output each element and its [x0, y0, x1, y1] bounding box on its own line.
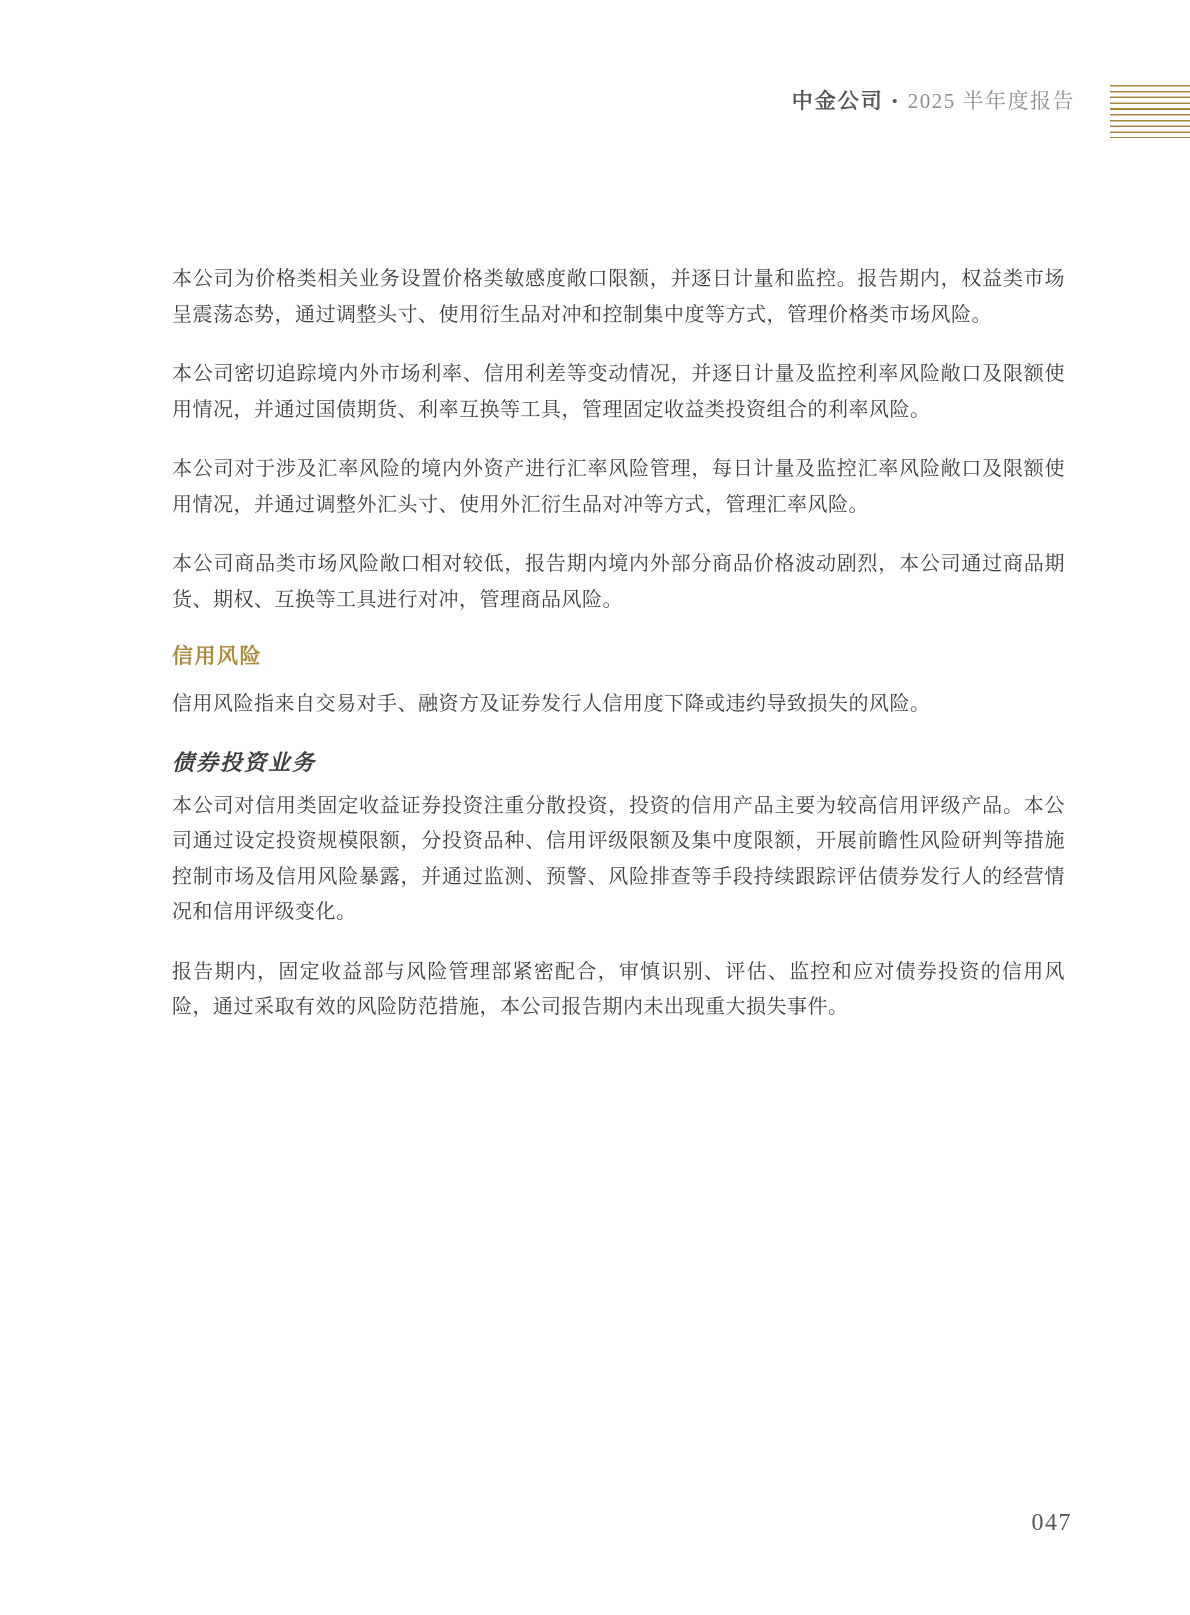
paragraph-price-risk: 本公司为价格类相关业务设置价格类敏感度敞口限额，并逐日计量和监控。报告期内，权益类市场呈震荡态势，通过调整头寸、使用衍生品对冲和控制集中度等方式，管理价格类市场风险。 — [172, 268, 1065, 326]
paragraph-commodity-risk: 本公司商品类市场风险敞口相对较低，报告期内境内外部分商品价格波动剧烈，本公司通过商品期货、期权、互换等工具进行对冲，管理商品风险。 — [172, 553, 1065, 611]
page-number: 047 — [1031, 1510, 1072, 1536]
paragraph-bond-risk-control: 报告期内，固定收益部与风险管理部紧密配合，审慎识别、评估、监控和应对债券投资的信用风险，通过采取有效的风险防范措施，本公司报告期内未出现重大损失事件。 — [172, 960, 1065, 1018]
page-content — [172, 262, 1065, 1026]
paragraph-bond-investment: 本公司对信用类固定收益证券投资注重分散投资，投资的信用产品主要为较高信用评级产品。本公司通过设定投资规模限额，分投资品种、信用评级限额及集中度限额，开展前瞻性风险研判等措施控制市场及信用风险暴露，并通过监测、预警、风险排查等手段持续跟踪评估债券发行人的经营情况和信用评级变化。 — [172, 794, 1065, 923]
paragraph-credit-risk-intro: 信用风险指来自交易对手、融资方及证券发行人信用度下降或违约导致损失的风险。 — [172, 693, 931, 715]
separator-dot-icon: • — [891, 92, 898, 111]
paragraph-fx-risk: 本公司对于涉及汇率风险的境内外资产进行汇率风险管理，每日计量及监控汇率风险敞口及限额使用情况，并通过调整外汇头寸、使用外汇衍生品对冲等方式，管理汇率风险。 — [172, 458, 1065, 516]
credit-risk-heading: 信用风险 — [172, 645, 262, 668]
paragraph-interest-rate-risk: 本公司密切追踪境内外市场利率、信用利差等变动情况，并逐日计量及监控利率风险敞口及限额使用情况，并通过国债期货、利率互换等工具，管理固定收益类投资组合的利率风险。 — [172, 363, 1065, 421]
company-name: 中金公司 — [791, 89, 884, 113]
stripes-logo-icon — [1110, 85, 1190, 138]
report-title: 2025 半年度报告 — [907, 89, 1075, 113]
running-head — [792, 88, 1075, 115]
bond-investment-subheading: 债券投资业务 — [172, 749, 317, 775]
